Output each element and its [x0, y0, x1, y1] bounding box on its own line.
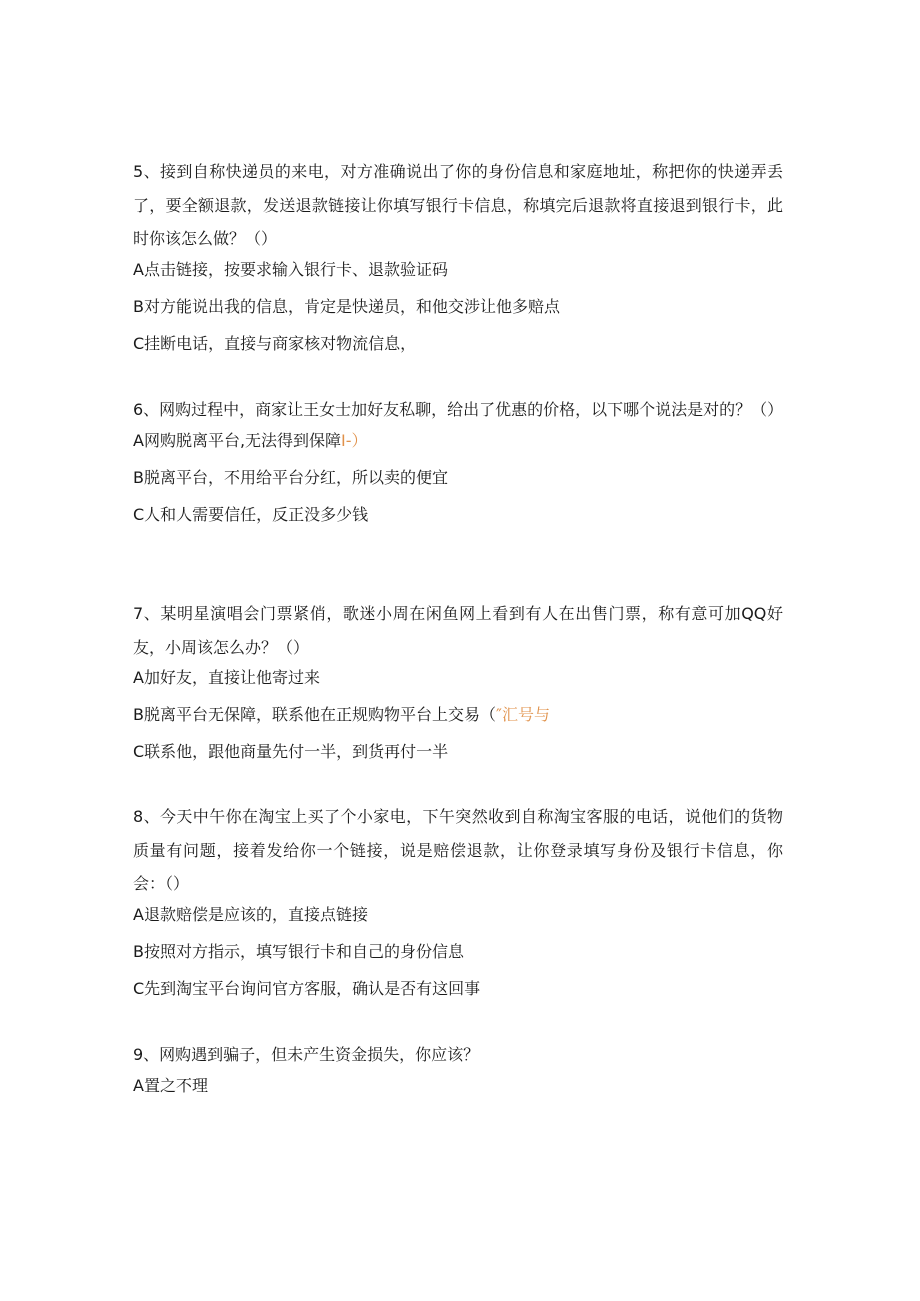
option-b: B脱离平台，不用给平台分红，所以卖的便宜: [133, 467, 448, 487]
question-stem: 5、接到自称快递员的来电，对方准确说出了你的身份信息和家庭地址，称把你的快递弄丢了，要全额退款，发送退款链接让你填写银行卡信息，称填完后退款将直接退到银行卡，此时你该怎么做？（）: [133, 162, 783, 248]
option-a: A退款赔偿是应该的，直接点链接: [133, 904, 368, 924]
option-b: [133, 705, 783, 725]
option-c: C挂断电话，直接与商家核对物流信息，: [133, 333, 417, 353]
option-a: A点击链接，按要求输入银行卡、退款验证码: [133, 259, 448, 279]
option-text: B脱离平台无保障，联系他在正规购物平台上交易（: [133, 705, 496, 724]
question-7: [133, 597, 783, 762]
scan-mark: ″汇号与: [495, 705, 550, 724]
question-6: [133, 393, 783, 525]
option-c: C联系他，跟他商量先付一半，到货再付一半: [133, 742, 449, 761]
option-a: A加好友，直接让他寄过来: [133, 668, 320, 687]
option-b: B按照对方指示，填写银行卡和自己的身份信息: [133, 941, 464, 961]
question-stem: 6、网购过程中，商家让王女士加好友私聊，给出了优惠的价格，以下哪个说法是对的？（）: [133, 400, 784, 419]
question-5: [133, 155, 783, 354]
question-stem: 7、某明星演唱会门票紧俏，歌迷小周在闲鱼网上看到有人在出售门票，称有意可加QQ好友，小周该怎么办？（）: [133, 604, 783, 657]
option-c: C先到淘宝平台询问官方客服，确认是否有这回事: [133, 978, 481, 998]
option-c: C人和人需要信任，反正没多少钱: [133, 504, 369, 524]
scan-mark: I-）: [341, 430, 368, 450]
question-stem: 8、今天中午你在淘宝上买了个小家电，下午突然收到自称淘宝客服的电话，说他们的货物质量有问题，接着发给你一个链接，说是赔偿退款，让你登录填写身份及银行卡信息，你会：（）: [133, 807, 783, 893]
question-stem: 9、网购遇到骗子，但未产生资金损失，你应该？: [133, 1045, 480, 1064]
question-9: [133, 1038, 783, 1096]
option-text: A网购脱离平台,无法得到保障: [133, 430, 342, 450]
option-a: [133, 431, 783, 451]
question-8: [133, 800, 783, 999]
option-b: B对方能说出我的信息，肯定是快递员，和他交涉让他多赔点: [133, 296, 560, 316]
option-a: A置之不理: [133, 1075, 208, 1095]
